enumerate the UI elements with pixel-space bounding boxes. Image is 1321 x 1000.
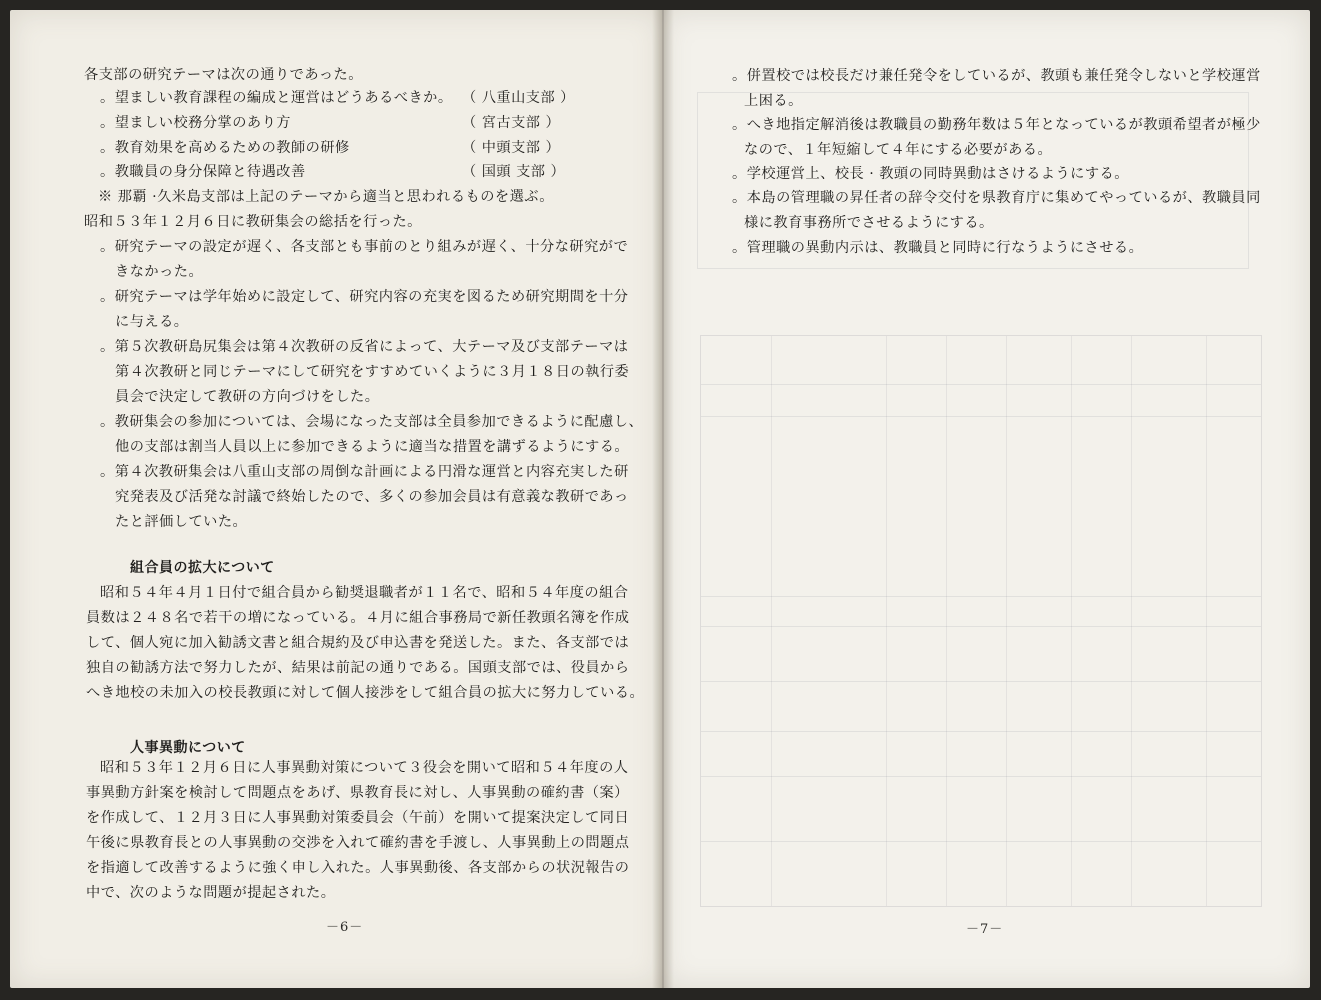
branch-label: （ 国頭 支部 ）	[462, 164, 566, 180]
text-line: きなかった。	[115, 264, 204, 280]
text-line: 。研究テーマの設定が遅く、各支部とも事前のとり組みが遅く、十分な研究がで	[100, 239, 629, 255]
text-line: 。へき地指定解消後は教職員の勤務年数は５年となっているが教頭希望者が極少	[732, 117, 1261, 133]
branch-label: （ 宮古支部 ）	[462, 115, 561, 131]
section-heading: 人事異動について	[130, 740, 246, 756]
branch-label: （ 中頭支部 ）	[462, 140, 561, 156]
text-line: 午後に県教育長との人事異動の交渉を入れて確約書を手渡し、人事異動上の問題点	[86, 835, 630, 851]
text-line: 究発表及び活発な討議で終始したので、多くの参加会員は有意義な教研であっ	[115, 489, 629, 505]
text-line: 。管理職の異動内示は、教職員と同時に行なうようにさせる。	[732, 240, 1144, 256]
text-line: 他の支部は割当人員以上に参加できるように適当な措置を講ずるようにする。	[115, 439, 630, 455]
text-line: 。併置校では校長だけ兼任発令をしているが、教頭も兼任発令しないと学校運営	[732, 68, 1261, 84]
text-line: ※ 那覇 ·久米島支部は上記のテーマから適当と思われるものを選ぶ。	[98, 189, 554, 205]
text-line: に与える。	[115, 314, 189, 330]
text-line: 。研究テーマは学年始めに設定して、研究内容の充実を図るため研究期間を十分	[100, 289, 629, 305]
text-line: 。教職員の身分保障と待遇改善	[100, 164, 306, 180]
text-line: たと評価していた。	[115, 514, 248, 530]
text-line: 上困る。	[744, 93, 803, 109]
text-line: 事異動方針案を検討して問題点をあげ、県教育長に対し、人事異動の確約書（案）	[86, 785, 629, 801]
text-line: なので、１年短縮して４年にする必要がある。	[744, 142, 1053, 158]
text-line: 。望ましい教育課程の編成と運営はどうあるべきか。	[100, 90, 453, 106]
text-line: 中で、次のような問題が提起された。	[86, 885, 336, 901]
section-heading: 組合員の拡大について	[130, 560, 275, 576]
text-line: 員数は２４８名で若干の増になっている。４月に組合事務局で新任教頭名簿を作成	[86, 610, 630, 626]
text-line: 第４次教研と同じテーマにして研究をすすめていくように３月１８日の執行委	[115, 364, 630, 380]
branch-label: （ 八重山支部 ）	[462, 90, 575, 106]
text-line: 様に教育事務所でさせるようにする。	[744, 215, 994, 231]
text-line: 。教研集会の参加については、会場になった支部は全員参加できるように配慮し、	[100, 414, 644, 430]
text-line: へき地校の未加入の校長教頭に対して個人接渉をして組合員の拡大に努力している。	[86, 685, 645, 701]
text-line: 。第５次教研島尻集会は第４次教研の反省によって、大テーマ及び支部テーマは	[100, 339, 629, 355]
text-line: 。第４次教研集会は八重山支部の周倒な計画による円滑な運営と内容充実した研	[100, 464, 629, 480]
page-number-right: －7－	[966, 922, 1004, 937]
text-line: 昭和５３年１２月６日に人事異動対策について３役会を開いて昭和５４年度の人	[100, 760, 629, 776]
text-line: 。教育効果を高めるための教師の研修	[100, 140, 350, 156]
text-line: 昭和５４年４月１日付で組合員から勧奨退職者が１１名で、昭和５４年度の組合	[100, 585, 629, 601]
text-line: 員会で決定して教研の方向づけをした。	[115, 389, 380, 405]
text-line: して、個人宛に加入勧誘文書と組合規約及び申込書を発送した。また、各支部では	[86, 635, 630, 651]
text-line: 。学校運営上、校長 · 教頭の同時異動はさけるようにする。	[732, 166, 1129, 182]
text-line: 各支部の研究テーマは次の通りであった。	[84, 67, 363, 83]
text-line: 。本島の管理職の昇任者の辞令交付を県教育庁に集めてやっているが、教職員同	[732, 190, 1261, 206]
bleed-through-table	[700, 335, 1262, 907]
text-line: 独自の勧誘方法で努力したが、結果は前記の通りである。国頭支部では、役員から	[86, 660, 630, 676]
text-line: を指適して改善するように強く申し入れた。人事異動後、各支部からの状況報告の	[86, 860, 630, 876]
text-line: 。望ましい校務分掌のあり方	[100, 115, 291, 131]
page-number-left: －6－	[326, 920, 364, 935]
text-line: を作成して、１２月３日に人事異動対策委員会（午前）を開いて提案決定して同日	[86, 810, 630, 826]
text-line: 昭和５３年１２月６日に教研集会の総括を行った。	[84, 214, 422, 230]
